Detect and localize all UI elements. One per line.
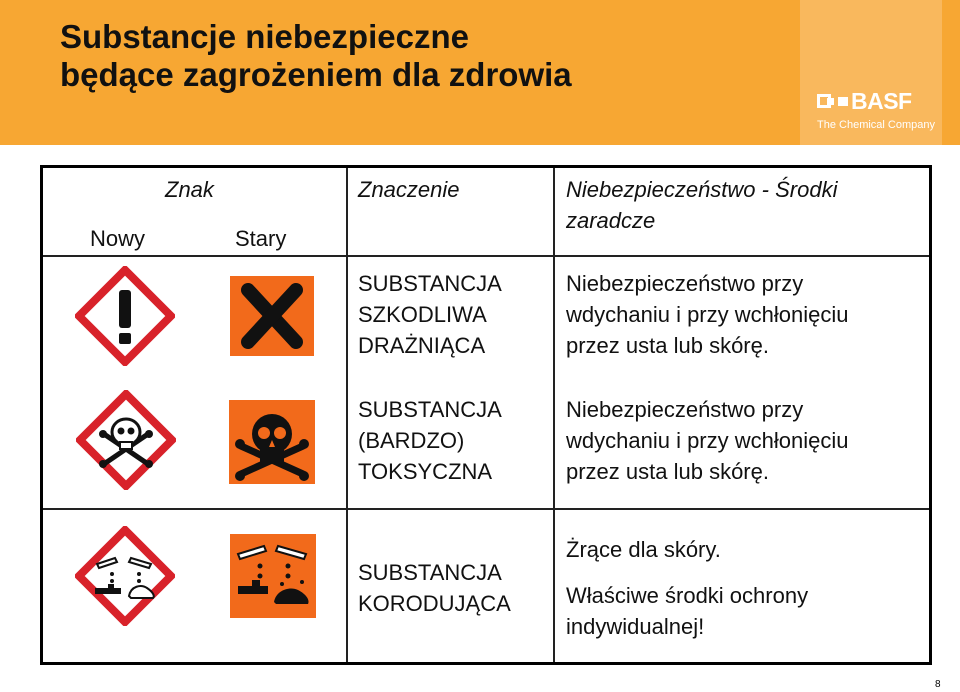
- ghs-corrosion-icon: [75, 526, 175, 626]
- ghs-exclamation-mark-icon: [75, 266, 175, 366]
- header-niebezpieczenstwo: Niebezpieczeństwo - Środki zaradcze: [566, 177, 838, 233]
- orange-x-harmful-icon: [230, 276, 314, 356]
- column-divider: [346, 168, 348, 662]
- header-znak: Znak: [165, 177, 214, 202]
- basf-logo-text: BASF: [851, 88, 912, 114]
- basf-logo-subtitle: The Chemical Company: [817, 119, 935, 131]
- orange-corrosion-icon: [230, 534, 316, 618]
- meaning-row-3: SUBSTANCJA KORODUJĄCA: [358, 560, 511, 616]
- header-znaczenie: Znaczenie: [358, 177, 460, 202]
- meaning-row-2: SUBSTANCJA (BARDZO) TOKSYCZNA: [358, 397, 502, 484]
- page-number: 8: [935, 679, 941, 690]
- title-line-2: będące zagrożeniem dla zdrowia: [60, 56, 572, 93]
- title-line-1: Substancje niebezpieczne: [60, 18, 469, 55]
- hazard-row-3-line-2: Właściwe środki ochrony: [566, 583, 809, 608]
- basf-logo-mark: [817, 88, 937, 118]
- header-stary: Stary: [235, 226, 287, 251]
- header-band: [0, 0, 960, 145]
- ghs-skull-crossbones-icon: [76, 390, 176, 490]
- row-divider: [43, 508, 929, 510]
- row-divider: [43, 255, 929, 257]
- hazard-row-2: Niebezpieczeństwo przy wdychaniu i przy wchłonięciu przez usta lub skórę.: [566, 397, 849, 484]
- column-divider: [553, 168, 555, 662]
- hazard-row-3-line-3: indywidualnej!: [566, 614, 705, 639]
- meaning-row-1: SUBSTANCJA SZKODLIWA DRAŻNIĄCA: [358, 271, 502, 358]
- header-nowy: Nowy: [90, 226, 146, 251]
- hazard-table: [40, 165, 932, 665]
- page-title: [60, 18, 572, 94]
- basf-logo: [800, 0, 942, 145]
- hazard-row-3-line-1: Żrące dla skóry.: [566, 537, 721, 562]
- hazard-row-1: Niebezpieczeństwo przy wdychaniu i przy wchłonięciu przez usta lub skórę.: [566, 271, 849, 358]
- orange-skull-crossbones-icon: [229, 400, 315, 484]
